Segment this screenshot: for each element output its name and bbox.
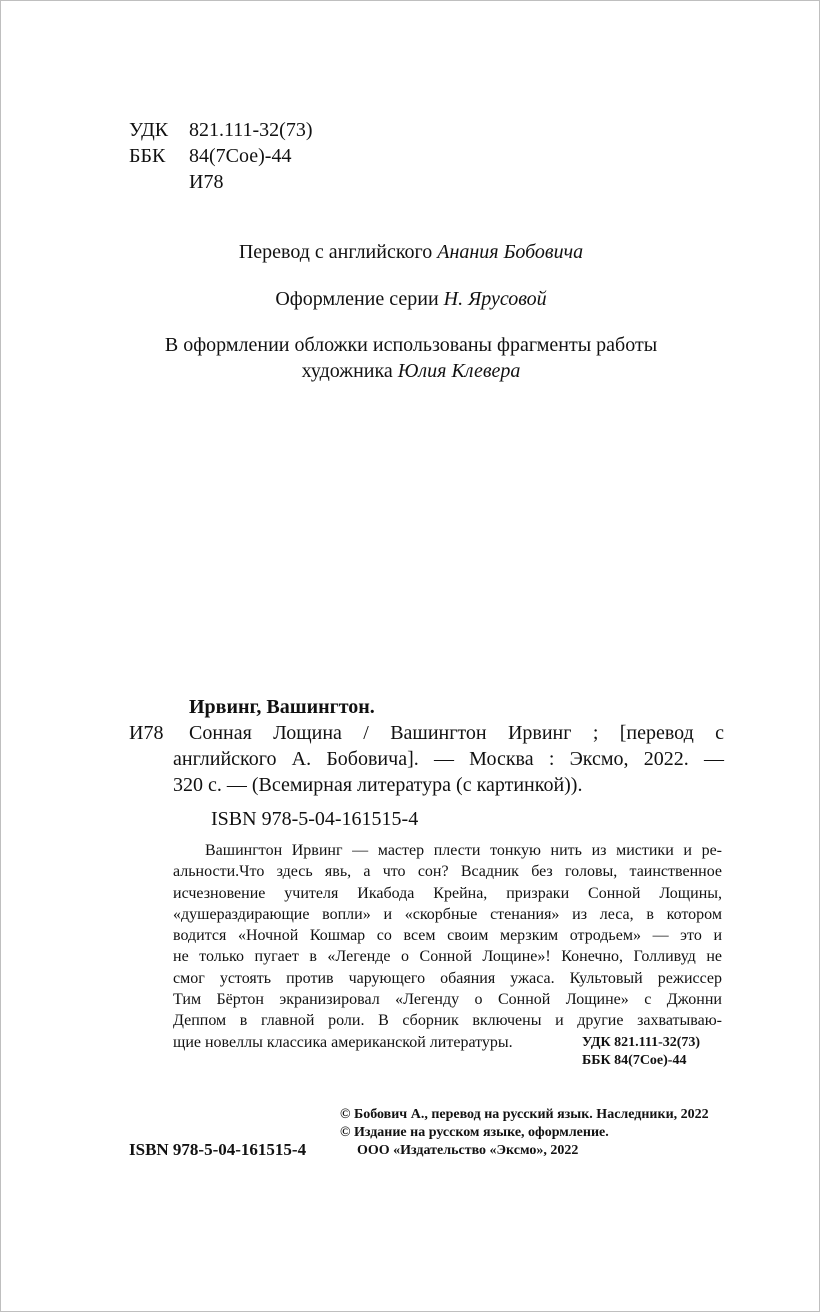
- translator-name: Анания Бобовича: [437, 241, 584, 263]
- annotation-line: исчезновение учителя Икабода Крейна, призраки Сонной Лощины,: [173, 884, 722, 902]
- annotation-line: альности.Что здесь явь, а что сон? Всадник без головы, таинственное: [173, 863, 722, 881]
- bbk-row: [129, 143, 292, 169]
- annotation-line: смог устоять против чарующего обаяния ужаса. Культовый режиссер: [173, 969, 722, 987]
- copyright-line-2: © Издание на русском языке, оформление.: [340, 1125, 609, 1140]
- bib-isbn: ISBN 978-5-04-161515-4: [211, 808, 419, 830]
- bbk-value: 84(7Сое)-44: [189, 145, 292, 167]
- udk-row: [129, 117, 313, 143]
- copyright-line-3: ООО «Издательство «Эксмо», 2022: [357, 1143, 579, 1158]
- bib-mark: И78: [129, 722, 164, 744]
- annotation-line: Вашингтон Ирвинг — мастер плести тонкую нить из мистики и ре-: [205, 842, 722, 859]
- cover-artist-name: Юлия Клевера: [397, 360, 521, 382]
- series-design-credit: [1, 286, 820, 312]
- annotation: [173, 840, 722, 1053]
- annotation-line: Тим Бёртон экранизировал «Легенду о Сонной Лощине» с Джонни: [173, 991, 722, 1009]
- udk-value: 821.111-32(73): [189, 119, 313, 141]
- annotation-bbk: ББК 84(7Сое)-44: [582, 1053, 687, 1068]
- annotation-line: щие новеллы классика американской литературы.: [173, 1033, 513, 1051]
- author-mark: И78: [189, 171, 224, 193]
- cover-credit-line1: В оформлении обложки использованы фрагменты работы: [164, 334, 658, 356]
- cover-credit-prefix: художника: [301, 360, 393, 382]
- annotation-line: водится «Ночной Кошмар со всем своим мерзким отродьем» — это и: [173, 927, 722, 945]
- bib-line-1: Сонная Лощина / Вашингтон Ирвинг ; [перевод с: [189, 722, 724, 744]
- bib-line-3: 320 с. — (Всемирная литература (с картинкой)).: [173, 774, 583, 796]
- bib-line-2: английского А. Бобовича]. — Москва : Эксмо, 2022. —: [173, 748, 724, 770]
- translation-credit: [1, 239, 820, 265]
- annotation-line: «душераздирающие вопли» и «скорбные стенания» из леса, в котором: [173, 905, 722, 923]
- annotation-udk: УДК 821.111-32(73): [582, 1035, 701, 1050]
- bib-heading: Ирвинг, Вашингтон.: [189, 696, 375, 718]
- bbk-label: ББК: [129, 145, 166, 167]
- series-design-prefix: Оформление серии: [275, 288, 439, 310]
- series-designer-name: Н. Ярусовой: [443, 288, 547, 310]
- udk-label: УДК: [129, 119, 169, 141]
- annotation-line: не только пугает в «Легенде о Сонной Лощине»! Конечно, Голливуд не: [173, 948, 722, 966]
- translation-prefix: Перевод с английского: [238, 241, 433, 263]
- footer-isbn: ISBN 978-5-04-161515-4: [129, 1140, 307, 1159]
- annotation-line: Деппом в главной роли. В сборник включены и другие захватываю-: [173, 1012, 722, 1030]
- copyright-line-1: © Бобович А., перевод на русский язык. Наследники, 2022: [340, 1107, 709, 1122]
- cover-credit-line2: [1, 358, 820, 384]
